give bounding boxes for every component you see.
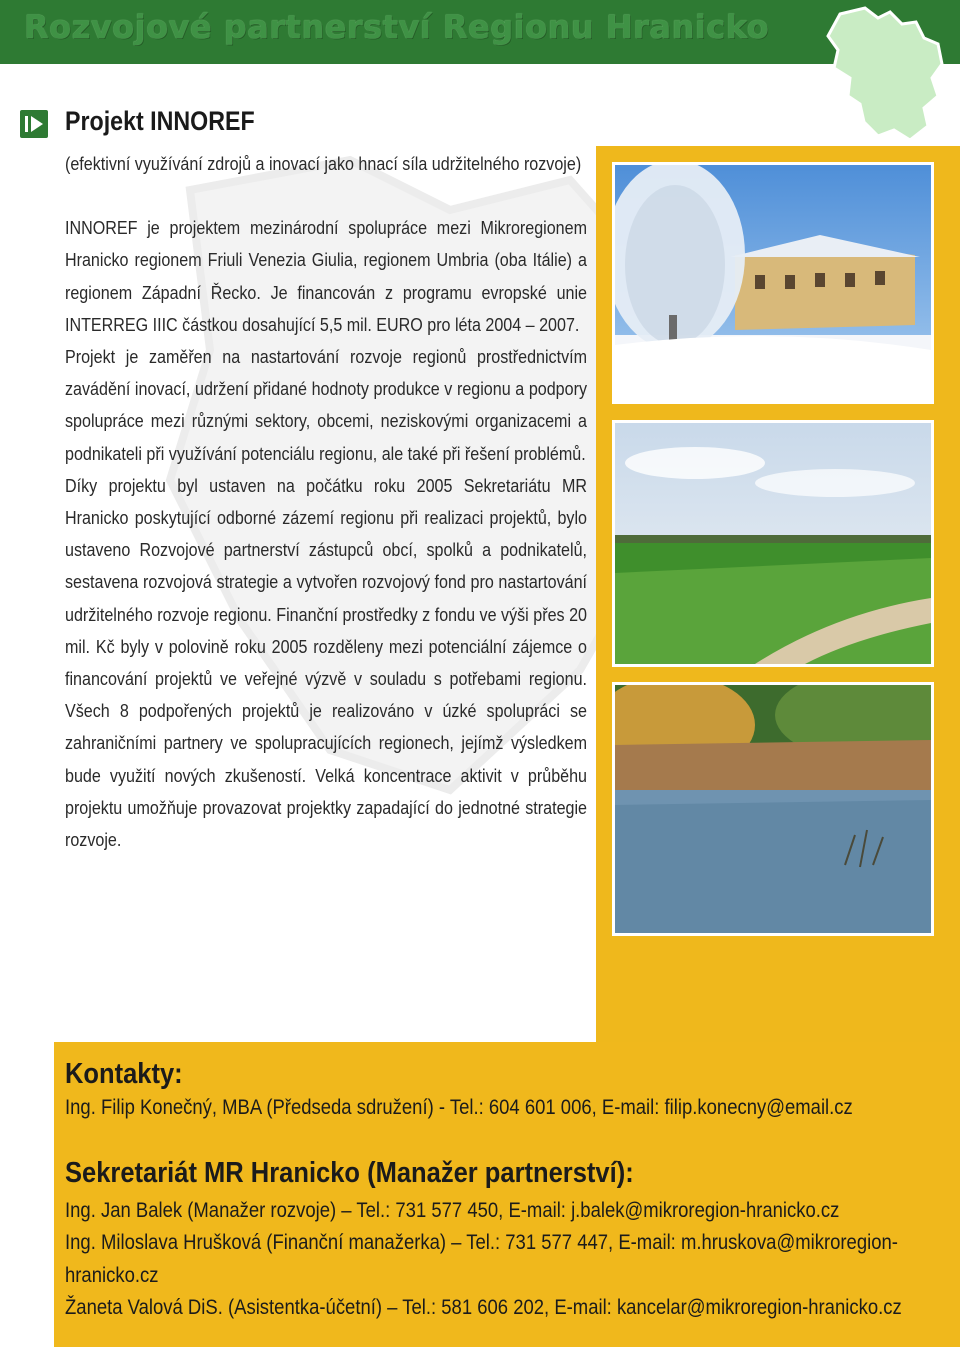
winter-manor-photo <box>612 162 934 404</box>
article-body <box>65 148 587 856</box>
secretariat-heading: Sekretariát MR Hranicko (Manažer partnerství): <box>65 1156 634 1189</box>
contacts-section <box>65 1048 902 1325</box>
article-paragraph: Díky projektu byl ustaven na počátku roku 2005 Sekretariátu MR Hranicko poskytující odborné zázemí regionu při realizaci projektů, bylo ustaveno Rozvojové partnerství zástupců obcí, spolků a podnikatelů, sestavena rozvojová strategie a vytvořen rozvojový fond pro nastartování udržitelného rozvoje regionu. Finanční prostředky z fondu ve výši přes 20 mil. Kč byly v polovině roku 2005 rozděleny mezi potenciální zájemce o financování projektů ve veřejné výzvě v souladu s potřebami regionu. Všech 8 podpořených projektů je realizováno v úzké spolupráci se zahraničními partnery ve spolupracujících regionech, jejímž výsledkem bude využití nových zkušeností. Velká koncentrace aktivit v průběhu projektu umožňuje provazovat projektky zapadající do jednotné strategie rozvoje. <box>65 474 587 851</box>
contacts-heading: Kontakty: <box>65 1058 183 1090</box>
contact-line: Žaneta Valová DiS. (Asistentka-účetní) – Tel.: 581 606 202, E-mail: kancelar@mikroregion-hranicko.cz <box>65 1296 902 1319</box>
contact-chair: Ing. Filip Konečný, MBA (Předseda sdružení) - Tel.: 604 601 006, E-mail: filip.konecny@email.cz <box>65 1096 853 1119</box>
contact-line: Ing. Jan Balek (Manažer rozvoje) – Tel.: 731 577 450, E-mail: j.balek@mikroregion-hranicko.cz <box>65 1198 840 1222</box>
arrow-right-icon <box>20 110 48 138</box>
quarry-lake-photo <box>612 682 934 936</box>
contact-line: hranicko.cz <box>65 1263 159 1287</box>
article-subtitle: (efektivní využívání zdrojů a inovací jako hnací síla udržitelného rozvoje) <box>65 153 582 174</box>
contact-line: Ing. Miloslava Hrušková (Finanční manažerka) – Tel.: 731 577 447, E-mail: m.hruskova@mikroregion- <box>65 1231 898 1254</box>
green-field-photo <box>612 420 934 667</box>
page-header-title: Rozvojové partnerství Regionu Hranicko <box>24 8 770 46</box>
article-title: Projekt INNOREF <box>65 106 255 136</box>
article-paragraph: Projekt je zaměřen na nastartování rozvoje regionů prostřednictvím zavádění inovací, udržení přidané hodnoty produkce v regionu a podpory spolupráce mezi různými sektory, obcemi, neziskovými organizacemi a podnikateli při využívání potenciálu regionu, ale také při řešení problémů. <box>65 346 587 464</box>
article-paragraph: INNOREF je projektem mezinárodní spolupráce mezi Mikroregionem Hranicko regionem Friuli Venezia Giulia, regionem Umbria (oba Itálie) a regionem Západní Řecko. Je financován z programu evropské unie INTERREG IIIC částkou dosahující 5,5 mil. EURO pro léta 2004 – 2007. <box>65 217 587 335</box>
region-map-icon <box>820 4 950 144</box>
